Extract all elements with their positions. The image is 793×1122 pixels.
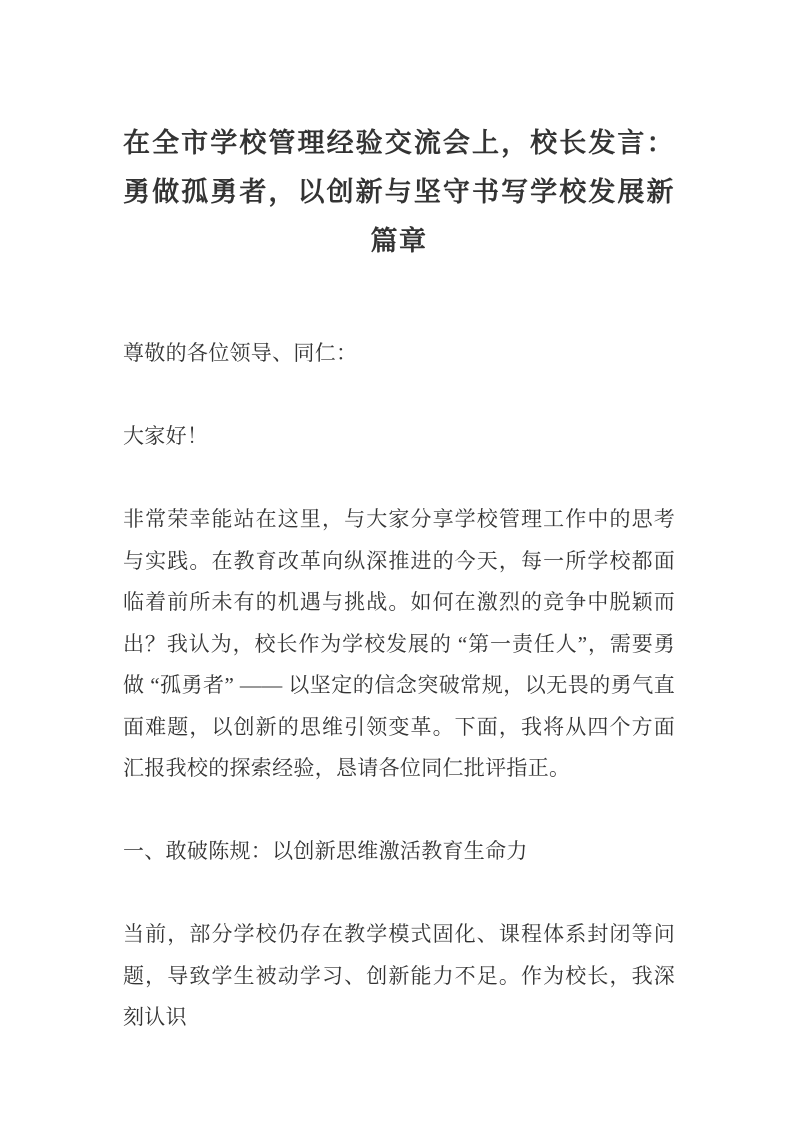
document-title: 在全市学校管理经验交流会上，校长发言：勇做孤勇者，以创新与坚守书写学校发展新篇章 xyxy=(123,128,675,256)
section-1-heading: 一、敢破陈规：以创新思维激活教育生命力 xyxy=(123,839,528,863)
salutation-paragraph: 尊敬的各位领导、同仁： xyxy=(123,341,358,365)
section-1-paragraph: 当前，部分学校仍存在教学模式固化、课程体系封闭等问题，导致学生被动学习、创新能力不足。作为校长，我深刻认识 xyxy=(123,922,675,1029)
intro-paragraph: 非常荣幸能站在这里，与大家分享学校管理工作中的思考与实践。在教育改革向纵深推进的今天，每一所学校都面临着前所未有的机遇与挑战。如何在激烈的竞争中脱颖而出？我认为，校长作为学校发展的 “第一责任人”，需要勇做 “孤勇者” —— 以坚定的信念突破常规，以无畏的勇气直面难题，以创新的思维引领变革。下面，我将从四个方面汇报我校的探索经验，恳请各位同仁批评指正。 xyxy=(123,507,675,780)
greeting-paragraph: 大家好！ xyxy=(123,424,209,448)
